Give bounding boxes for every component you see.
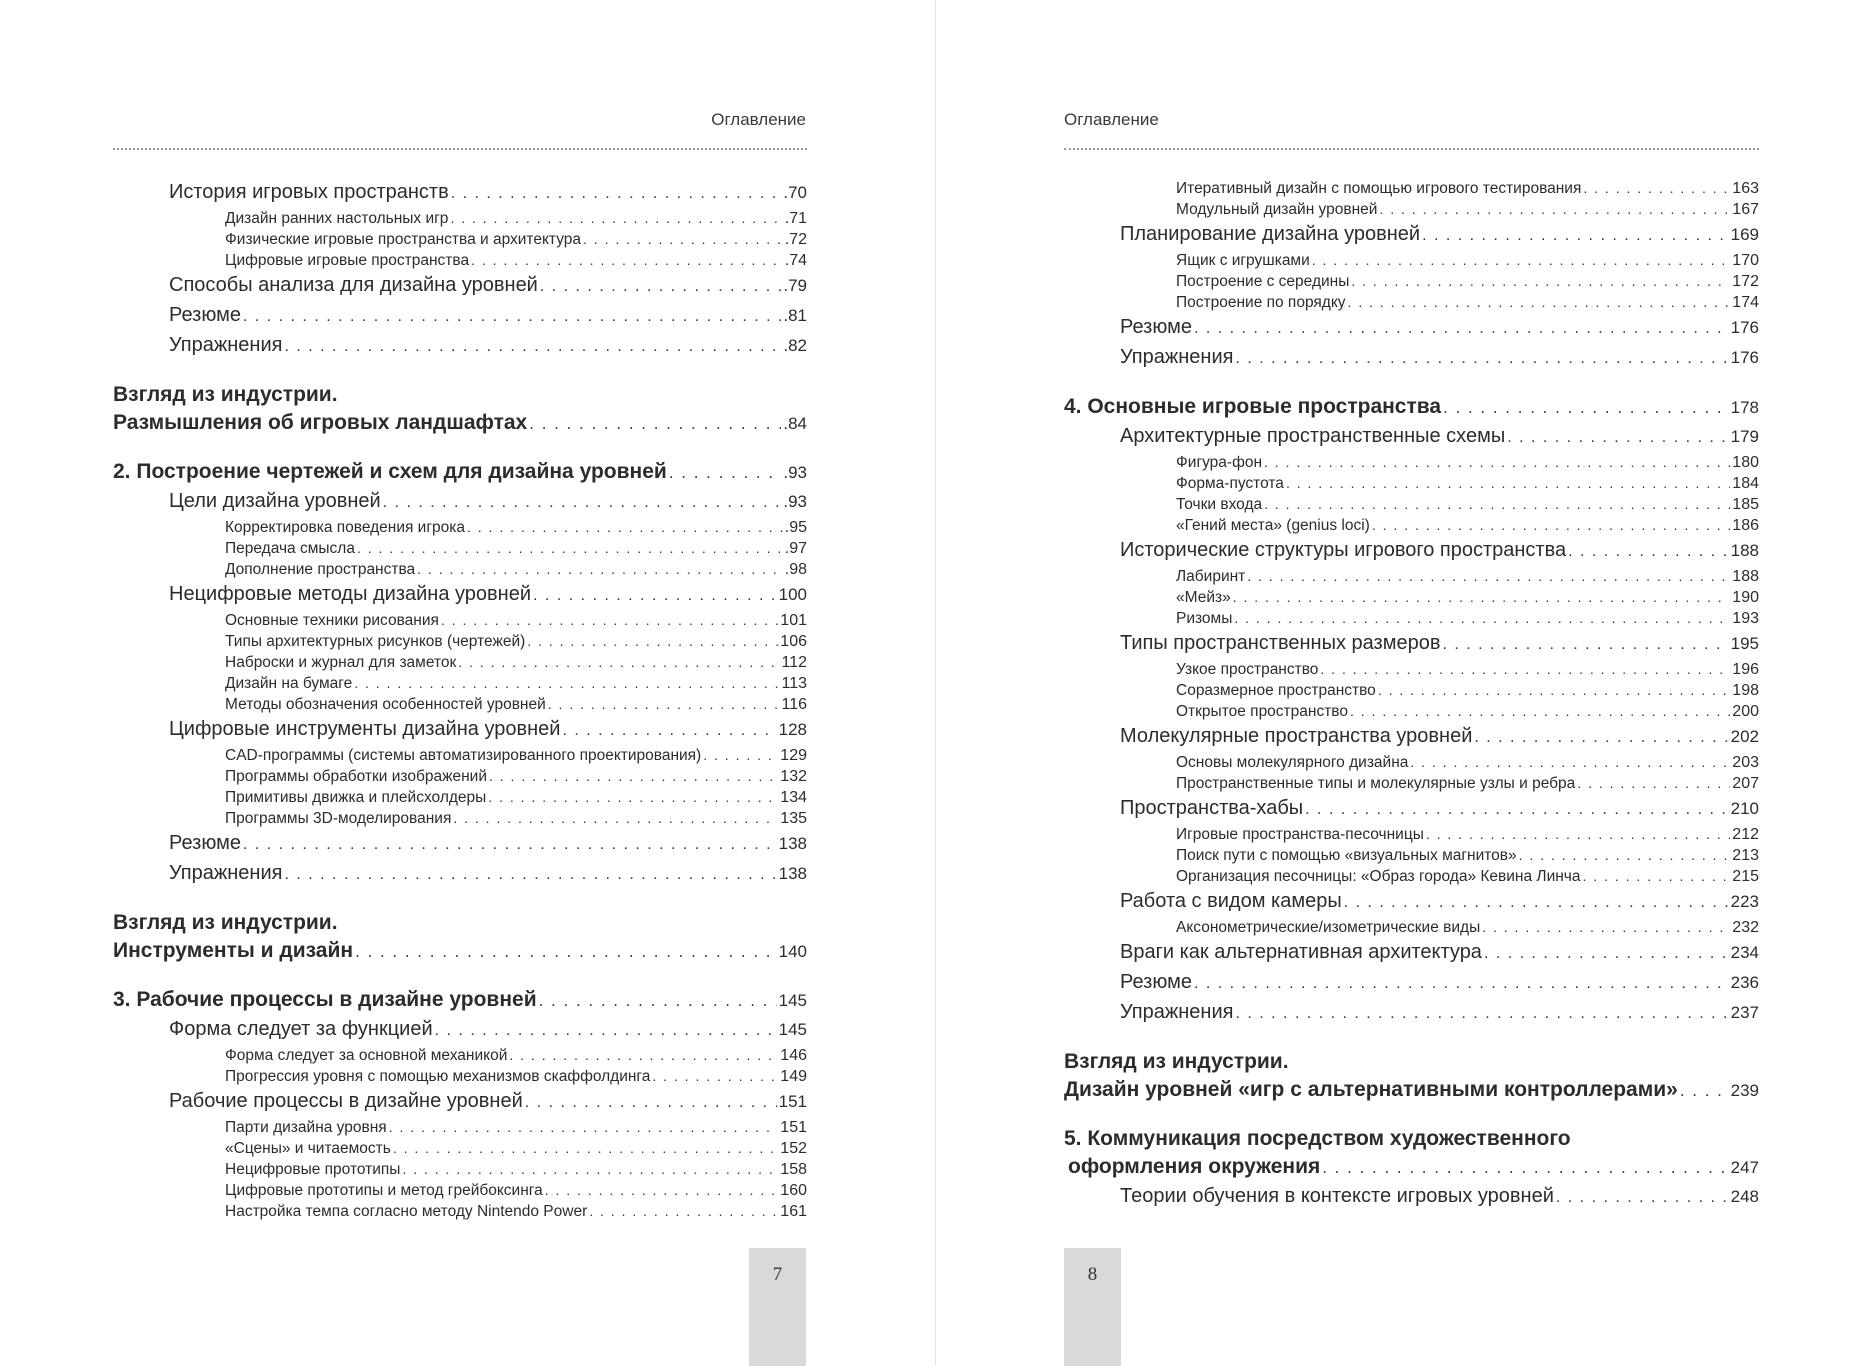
toc-entry[interactable]: Рабочие процессы в дизайне уровней . . . 151 (113, 1087, 807, 1117)
dotted-rule (1064, 148, 1759, 150)
toc-entry[interactable]: Соразмерное пространство . . . 198 (1064, 680, 1759, 701)
toc-entry[interactable]: Молекулярные пространства уровней . . . 202 (1064, 722, 1759, 752)
toc-entry-line1: Взгляд из индустрии. (113, 911, 338, 934)
toc-entry[interactable]: Прогрессия уровня с помощью механизмов скаффолдинга . . . 149 (113, 1066, 807, 1087)
toc-entry[interactable]: Передача смысла . . . .97 (113, 538, 807, 559)
toc-entry[interactable]: Открытое пространство . . . 200 (1064, 701, 1759, 722)
dotted-rule (113, 148, 807, 150)
toc-entry[interactable]: Резюме . . . .81 (113, 301, 807, 331)
toc-entry[interactable]: Основные техники рисования . . . 101 (113, 610, 807, 631)
right-page (936, 0, 1871, 1366)
toc-chapter[interactable] (113, 986, 807, 1015)
toc-entry[interactable]: CAD-программы (системы автоматизированного проектирования) . . . 129 (113, 745, 807, 766)
toc-entry-line1: Взгляд из индустрии. (113, 383, 338, 406)
toc-chapter[interactable] (113, 458, 807, 487)
toc-entry[interactable]: Лабиринт . . . 188 (1064, 566, 1759, 587)
toc-chapter[interactable] (1064, 1125, 1759, 1182)
toc-entry[interactable]: Форма следует за функцией . . . 145 (113, 1015, 807, 1045)
toc-entry-line1: Взгляд из индустрии. (1064, 1050, 1289, 1073)
toc-entry[interactable]: Дизайн ранних настольных игр . . . .71 (113, 208, 807, 229)
toc-entry[interactable]: Игровые пространства-песочницы . . . 212 (1064, 824, 1759, 845)
toc-entry[interactable]: Наброски и журнал для заметок . . . 112 (113, 652, 807, 673)
toc-entry[interactable]: Враги как альтернативная архитектура . . . 234 (1064, 938, 1759, 968)
toc-entry[interactable]: Инструменты и дизайн . . . 140 (113, 937, 807, 966)
toc-entry[interactable]: Цифровые прототипы и метод грейбоксинга . . . 160 (113, 1180, 807, 1201)
toc-entry[interactable]: Ящик с игрушками . . . 170 (1064, 250, 1759, 271)
toc-entry[interactable]: Форма следует за основной механикой . . . 146 (113, 1045, 807, 1066)
toc-entry-line1: 5. Коммуникация посредством художественного (1064, 1127, 1571, 1150)
toc-entry[interactable]: Дизайн уровней «игр с альтернативными контроллерами» . . . 239 (1064, 1076, 1759, 1105)
toc-entry[interactable]: Итеративный дизайн с помощью игрового тестирования . . . 163 (1064, 178, 1759, 199)
toc-entry[interactable]: Настройка темпа согласно методу Nintendo Power . . . 161 (113, 1201, 807, 1222)
toc-entry[interactable]: Поиск пути с помощью «визуальных магнитов» . . . 213 (1064, 845, 1759, 866)
page-number-tab (749, 1248, 806, 1366)
toc-industry-section[interactable] (1064, 1048, 1759, 1105)
toc-entry[interactable]: Теории обучения в контексте игровых уровней . . . 248 (1064, 1182, 1759, 1212)
toc-entry[interactable]: История игровых пространств . . . .70 (113, 178, 807, 208)
running-header: Оглавление (711, 110, 806, 129)
toc-entry[interactable]: Типы архитектурных рисунков (чертежей) . . . 106 (113, 631, 807, 652)
toc-entry[interactable]: Точки входа . . . 185 (1064, 494, 1759, 515)
toc-entry[interactable]: Форма-пустота . . . 184 (1064, 473, 1759, 494)
page-number-tab (1064, 1248, 1121, 1366)
toc-entry[interactable]: Резюме . . . 176 (1064, 313, 1759, 343)
toc-entry[interactable]: Упражнения . . . 138 (113, 859, 807, 889)
table-of-contents (1064, 178, 1759, 1212)
toc-entry[interactable]: Исторические структуры игрового пространства . . . 188 (1064, 536, 1759, 566)
running-header: Оглавление (1064, 110, 1159, 129)
toc-entry[interactable]: Физические игровые пространства и архитектура . . . .72 (113, 229, 807, 250)
toc-entry[interactable]: Ризомы . . . 193 (1064, 608, 1759, 629)
toc-entry[interactable]: Размышления об игровых ландшафтах . . . .84 (113, 409, 807, 438)
toc-entry[interactable]: Пространства-хабы . . . 210 (1064, 794, 1759, 824)
toc-entry[interactable]: Архитектурные пространственные схемы . . . 179 (1064, 422, 1759, 452)
toc-entry[interactable]: «Мейз» . . . 190 (1064, 587, 1759, 608)
toc-entry[interactable]: Программы обработки изображений . . . 132 (113, 766, 807, 787)
toc-entry[interactable]: Нецифровые прототипы . . . 158 (113, 1159, 807, 1180)
toc-entry[interactable]: Фигура-фон . . . 180 (1064, 452, 1759, 473)
page-number: 7 (772, 1264, 783, 1285)
toc-entry[interactable]: Узкое пространство . . . 196 (1064, 659, 1759, 680)
toc-entry[interactable]: Типы пространственных размеров . . . 195 (1064, 629, 1759, 659)
toc-industry-section[interactable] (113, 381, 807, 438)
left-page (0, 0, 935, 1366)
toc-entry[interactable]: Корректировка поведения игрока . . . .95 (113, 517, 807, 538)
toc-chapter[interactable] (1064, 393, 1759, 422)
toc-entry[interactable]: Программы 3D-моделирования . . . 135 (113, 808, 807, 829)
toc-entry[interactable]: Примитивы движка и плейсхолдеры . . . 134 (113, 787, 807, 808)
toc-entry[interactable]: Цифровые инструменты дизайна уровней . . . 128 (113, 715, 807, 745)
toc-entry[interactable]: Резюме . . . 236 (1064, 968, 1759, 998)
page-number: 8 (1087, 1264, 1098, 1285)
toc-entry[interactable]: Методы обозначения особенностей уровней . . . 116 (113, 694, 807, 715)
toc-entry[interactable]: Планирование дизайна уровней . . . 169 (1064, 220, 1759, 250)
toc-entry[interactable]: 2. Построение чертежей и схем для дизайна уровней . . . .93 (113, 458, 807, 487)
toc-entry[interactable]: Организация песочницы: «Образ города» Кевина Линча . . . 215 (1064, 866, 1759, 887)
toc-entry[interactable]: 4. Основные игровые пространства . . . 178 (1064, 393, 1759, 422)
toc-entry[interactable]: Дизайн на бумаге . . . 113 (113, 673, 807, 694)
toc-entry[interactable]: Упражнения . . . 176 (1064, 343, 1759, 373)
toc-entry[interactable]: оформления окружения . . . 247 (1064, 1153, 1759, 1182)
table-of-contents (113, 178, 807, 1222)
toc-entry[interactable]: Дополнение пространства . . . .98 (113, 559, 807, 580)
toc-entry[interactable]: Упражнения . . . 237 (1064, 998, 1759, 1028)
toc-entry[interactable]: Цифровые игровые пространства . . . .74 (113, 250, 807, 271)
toc-entry[interactable]: Построение по порядку . . . 174 (1064, 292, 1759, 313)
toc-entry[interactable]: Цели дизайна уровней . . . .93 (113, 487, 807, 517)
toc-entry[interactable]: Модульный дизайн уровней . . . 167 (1064, 199, 1759, 220)
toc-entry[interactable]: «Сцены» и читаемость . . . 152 (113, 1138, 807, 1159)
toc-entry[interactable]: Нецифровые методы дизайна уровней . . . 100 (113, 580, 807, 610)
toc-entry[interactable]: Парти дизайна уровня . . . 151 (113, 1117, 807, 1138)
toc-entry[interactable]: «Гений места» (genius loci) . . . 186 (1064, 515, 1759, 536)
toc-entry[interactable]: 3. Рабочие процессы в дизайне уровней . . . 145 (113, 986, 807, 1015)
toc-entry[interactable]: Упражнения . . . .82 (113, 331, 807, 361)
toc-entry[interactable]: Аксонометрические/изометрические виды . . . 232 (1064, 917, 1759, 938)
toc-entry[interactable]: Основы молекулярного дизайна . . . 203 (1064, 752, 1759, 773)
toc-entry[interactable]: Пространственные типы и молекулярные узлы и ребра . . . 207 (1064, 773, 1759, 794)
toc-entry[interactable]: Работа с видом камеры . . . 223 (1064, 887, 1759, 917)
toc-industry-section[interactable] (113, 909, 807, 966)
toc-entry[interactable]: Способы анализа для дизайна уровней . . . .79 (113, 271, 807, 301)
toc-entry[interactable]: Построение с середины . . . 172 (1064, 271, 1759, 292)
toc-entry[interactable]: Резюме . . . 138 (113, 829, 807, 859)
